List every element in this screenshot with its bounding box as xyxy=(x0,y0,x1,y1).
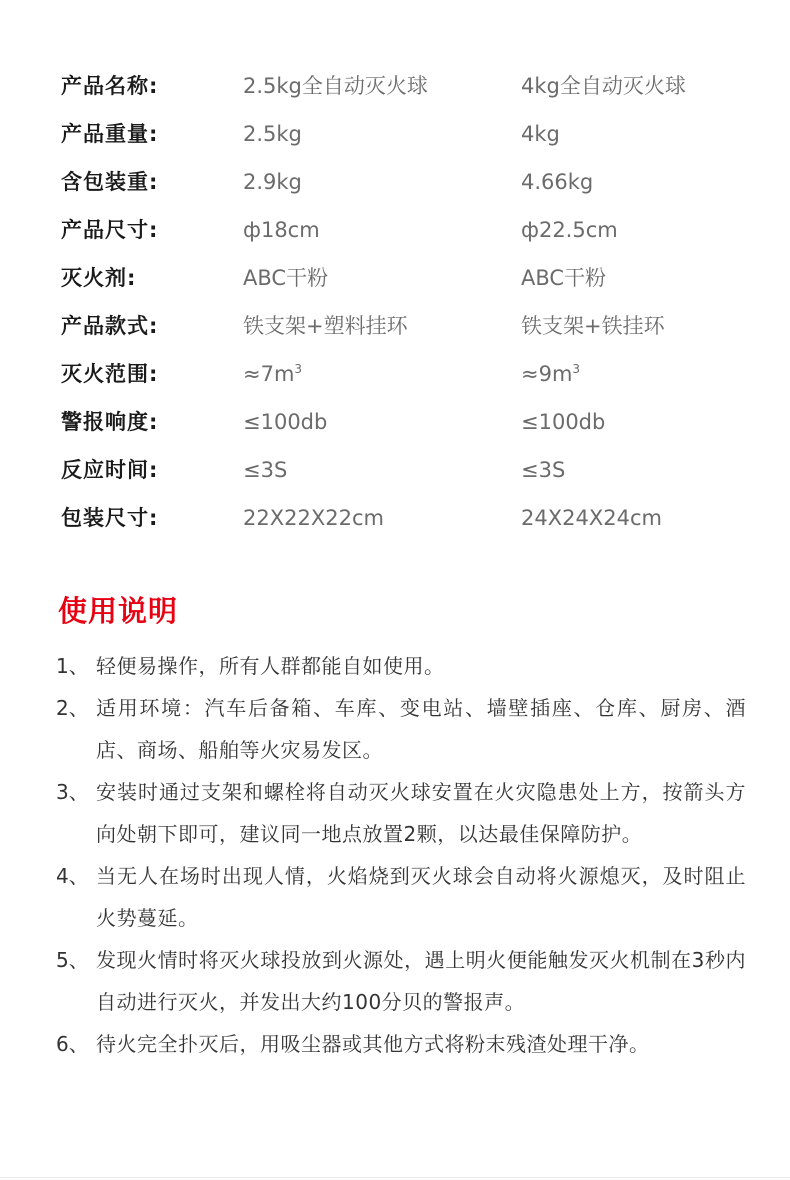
usage-title: 使用说明 xyxy=(58,594,179,628)
spec-value-2-5kg: 2.5kg xyxy=(243,121,302,146)
spec-label: 包装尺寸: xyxy=(61,505,159,530)
spec-label: 灭火剂: xyxy=(61,265,137,290)
spec-label: 产品名称: xyxy=(61,73,159,98)
spec-label: 反应时间: xyxy=(61,457,159,482)
list-text: 待火完全扑灭后，用吸尘器或其他方式将粉末残渣处理干净。 xyxy=(96,1032,650,1056)
spec-value-4kg: ABC干粉 xyxy=(521,265,607,290)
spec-value-4kg: 4kg xyxy=(521,121,560,146)
list-number: 3、 xyxy=(56,780,89,804)
list-number: 2、 xyxy=(56,696,89,720)
list-item xyxy=(56,645,746,687)
spec-value-2-5kg: ф18cm xyxy=(243,217,320,242)
list-text: 轻便易操作，所有人群都能自如使用。 xyxy=(96,654,445,678)
spec-label: 产品尺寸: xyxy=(61,217,159,242)
spec-value-4kg: ф22.5cm xyxy=(521,217,618,242)
spec-value-4kg: 4.66kg xyxy=(521,169,594,194)
range-value: ≈7m xyxy=(243,361,295,386)
spec-value-2-5kg: 22X22X22cm xyxy=(243,505,384,530)
spec-row-size xyxy=(61,206,761,254)
list-number: 5、 xyxy=(56,948,89,972)
spec-table xyxy=(61,62,761,542)
spec-label: 产品重量: xyxy=(61,121,159,146)
spec-value-4kg: ≤3S xyxy=(521,457,566,482)
spec-label: 产品款式: xyxy=(61,313,159,338)
spec-label: 含包装重: xyxy=(61,169,159,194)
spec-value-2-5kg: 2.9kg xyxy=(243,169,302,194)
list-number: 1、 xyxy=(56,654,89,678)
spec-value-2-5kg: 铁支架+塑料挂环 xyxy=(243,313,408,338)
list-item xyxy=(56,939,746,1023)
spec-row-package-size xyxy=(61,494,761,542)
usage-list xyxy=(56,645,746,1065)
list-number: 6、 xyxy=(56,1032,89,1056)
spec-value-2-5kg: ≤100db xyxy=(243,409,328,434)
cubic-superscript: 3 xyxy=(294,361,303,376)
list-item xyxy=(56,687,746,771)
spec-row-product-name xyxy=(61,62,761,110)
list-text: 安装时通过支架和螺栓将自动灭火球安置在火灾隐患处上方，按箭头方向处朝下即可，建议同一地点放置2颗，以达最佳保障防护。 xyxy=(96,780,746,846)
spec-value-2-5kg: ≤3S xyxy=(243,457,288,482)
spec-label: 灭火范围: xyxy=(61,361,159,386)
list-item xyxy=(56,1023,746,1065)
list-item xyxy=(56,855,746,939)
list-number: 4、 xyxy=(56,864,89,888)
list-text: 适用环境：汽车后备箱、车库、变电站、墙壁插座、仓库、厨房、酒店、商场、船舶等火灾易发区。 xyxy=(96,696,746,762)
spec-value-2-5kg xyxy=(243,361,521,386)
spec-value-4kg: 4kg全自动灭火球 xyxy=(521,73,686,98)
spec-row-alarm xyxy=(61,398,761,446)
list-text: 当无人在场时出现人情，火焰烧到灭火球会自动将火源熄灭，及时阻止火势蔓延。 xyxy=(96,864,746,930)
spec-value-2-5kg: 2.5kg全自动灭火球 xyxy=(243,73,428,98)
spec-value-2-5kg: ABC干粉 xyxy=(243,265,329,290)
spec-row-weight xyxy=(61,110,761,158)
spec-label: 警报响度: xyxy=(61,409,159,434)
range-value: ≈9m xyxy=(521,361,573,386)
spec-row-response-time xyxy=(61,446,761,494)
list-item xyxy=(56,771,746,855)
spec-row-agent xyxy=(61,254,761,302)
spec-value-4kg: 24X24X24cm xyxy=(521,505,662,530)
cubic-superscript: 3 xyxy=(572,361,581,376)
spec-value-4kg xyxy=(521,361,761,386)
spec-row-packed-weight xyxy=(61,158,761,206)
spec-row-range xyxy=(61,350,761,398)
list-text: 发现火情时将灭火球投放到火源处，遇上明火便能触发灭火机制在3秒内自动进行灭火，并发出大约100分贝的警报声。 xyxy=(96,948,746,1014)
spec-row-style xyxy=(61,302,761,350)
spec-value-4kg: ≤100db xyxy=(521,409,606,434)
spec-value-4kg: 铁支架+铁挂环 xyxy=(521,313,665,338)
bottom-divider xyxy=(0,1177,790,1178)
